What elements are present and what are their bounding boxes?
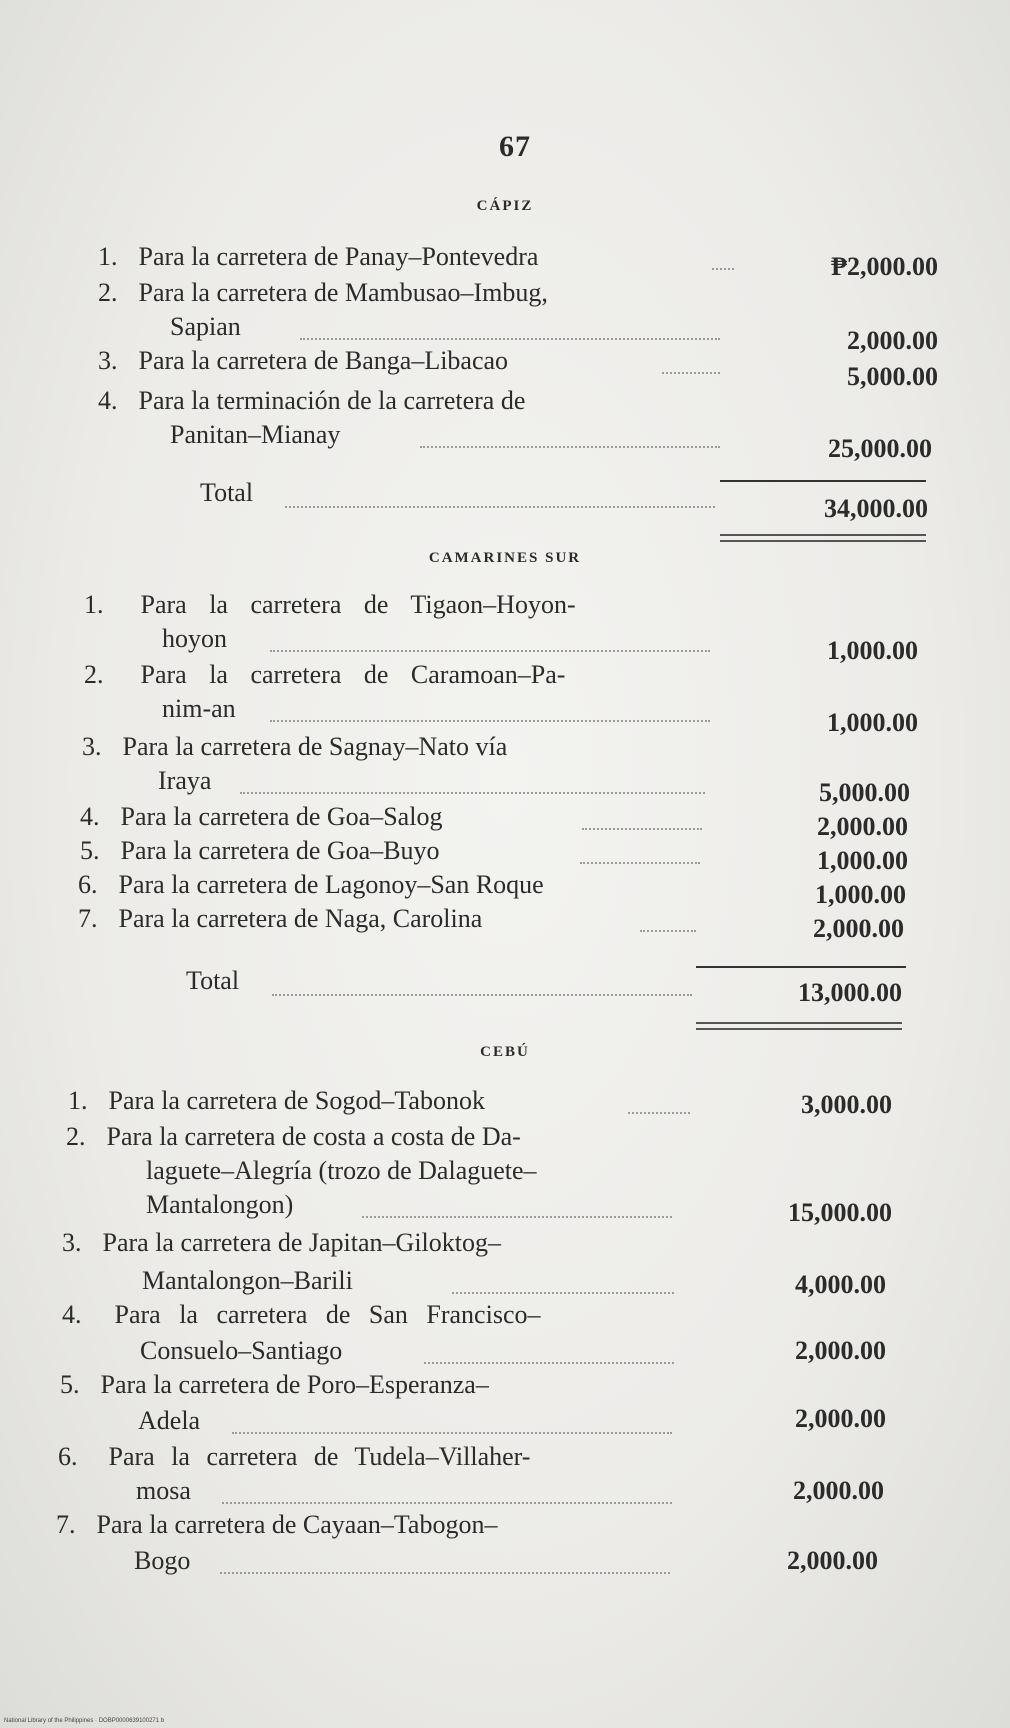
- item-text-continued: Adela: [138, 1406, 201, 1435]
- item-text: Para la carretera de Goa–Buyo: [120, 836, 440, 865]
- leader-dots: [270, 648, 710, 652]
- list-item: [82, 730, 507, 764]
- item-amount: 1,000.00: [827, 708, 918, 737]
- list-item: [80, 800, 442, 834]
- leader-dots: [424, 1360, 674, 1364]
- item-amount: 2,000.00: [795, 1336, 886, 1365]
- total-rule: [720, 480, 926, 482]
- item-text: Para la carretera de San Francisco–: [114, 1300, 541, 1329]
- leader-dots: [300, 336, 720, 340]
- item-amount: 2,000.00: [847, 326, 938, 355]
- item-amount: 1,000.00: [817, 846, 908, 875]
- list-item: [62, 1226, 501, 1260]
- item-text: Para la carretera de Tudela–Villaher-: [108, 1442, 531, 1471]
- item-number: 4.: [98, 386, 118, 415]
- leader-dots: [452, 1290, 674, 1294]
- item-text: Para la carretera de Panay–Pontevedra: [138, 242, 539, 271]
- leader-dots: [270, 718, 710, 722]
- section-title-cebu: CEBÚ: [480, 1044, 530, 1060]
- item-text: Para la terminación de la carretera de: [138, 386, 526, 415]
- item-text-continued: mosa: [136, 1476, 191, 1505]
- item-text: Para la carretera de Sagnay–Nato vía: [122, 732, 508, 761]
- item-text: Para la carretera de Sogod–Tabonok: [108, 1086, 485, 1115]
- section-title-capiz: CÁPIZ: [476, 198, 534, 214]
- list-item: [62, 1298, 540, 1332]
- list-item: [78, 902, 482, 936]
- item-text: Para la carretera de Poro–Esperanza–: [100, 1370, 489, 1399]
- item-amount: 25,000.00: [828, 434, 932, 463]
- leader-dots: [362, 1214, 672, 1218]
- list-item: [60, 1368, 489, 1402]
- total-amount: 13,000.00: [798, 978, 902, 1007]
- item-text: Para la carretera de Naga, Carolina: [118, 904, 483, 933]
- item-number: 3.: [98, 346, 118, 375]
- total-rule: [696, 966, 906, 968]
- item-text: Para la carretera de Tigaon–Hoyon-: [140, 590, 576, 619]
- leader-dots: [420, 444, 720, 448]
- section-title-camarines-sur: CAMARINES SUR: [428, 550, 582, 566]
- page-number: 67: [499, 130, 531, 163]
- item-number: 1.: [68, 1086, 88, 1115]
- item-amount: 2,000.00: [795, 1404, 886, 1433]
- item-number: 7.: [56, 1510, 76, 1539]
- leader-dots: [240, 790, 705, 794]
- item-amount: 15,000.00: [788, 1198, 892, 1227]
- item-amount: ₱2,000.00: [831, 252, 938, 281]
- item-text-continued: Mantalongon–Barili: [142, 1266, 353, 1295]
- item-number: 2.: [98, 278, 118, 307]
- item-text-continued: Consuelo–Santiago: [140, 1336, 343, 1365]
- item-text: Para la carretera de Goa–Salog: [120, 802, 443, 831]
- item-text-continued: Panitan–Mianay: [170, 420, 341, 449]
- item-text: Para la carretera de Banga–Libacao: [138, 346, 509, 375]
- item-number: 4.: [80, 802, 100, 831]
- double-rule: [720, 534, 926, 542]
- leader-dots: [628, 1110, 690, 1114]
- list-item: [98, 344, 508, 378]
- footer-credit: National Library of the Philippines · DOBP0000639100271 b: [4, 1718, 165, 1724]
- list-item: [98, 384, 525, 418]
- item-amount: 5,000.00: [819, 778, 910, 807]
- item-number: 3.: [62, 1228, 82, 1257]
- item-text-continued: hoyon: [162, 624, 227, 653]
- leader-dots: [582, 826, 702, 830]
- leader-dots: [580, 860, 700, 864]
- item-amount: 1,000.00: [827, 636, 918, 665]
- item-text-continued: Mantalongon): [146, 1190, 294, 1219]
- leader-dots: [222, 1500, 672, 1504]
- list-item: [98, 240, 538, 274]
- item-number: 7.: [78, 904, 98, 933]
- item-number: 5.: [80, 836, 100, 865]
- list-item: [84, 658, 565, 692]
- item-number: 3.: [82, 732, 102, 761]
- item-text-continued: Bogo: [134, 1546, 191, 1575]
- total-amount: 34,000.00: [824, 494, 928, 523]
- leader-dots: [640, 928, 696, 932]
- item-number: 6.: [78, 870, 98, 899]
- item-text: Para la carretera de Mambusao–Imbug,: [138, 278, 548, 307]
- leader-dots: [272, 992, 692, 996]
- item-number: 2.: [84, 660, 104, 689]
- item-text-continued: nim-an: [162, 694, 236, 723]
- item-number: 1.: [84, 590, 104, 619]
- total-label: Total: [200, 478, 254, 507]
- item-text: Para la carretera de Japitan–Giloktog–: [102, 1228, 501, 1257]
- list-item: [78, 868, 544, 902]
- item-amount: 2,000.00: [817, 812, 908, 841]
- list-item: [56, 1508, 497, 1542]
- double-rule: [696, 1022, 902, 1030]
- item-text-continued: Iraya: [158, 766, 212, 795]
- item-amount: 3,000.00: [801, 1090, 892, 1119]
- list-item: [80, 834, 440, 868]
- item-amount: 4,000.00: [795, 1270, 886, 1299]
- list-item: [66, 1120, 521, 1154]
- item-amount: 2,000.00: [793, 1476, 884, 1505]
- list-item: [58, 1440, 530, 1474]
- item-text-continued: Sapian: [170, 312, 241, 341]
- item-amount: 2,000.00: [813, 914, 904, 943]
- item-number: 6.: [58, 1442, 78, 1471]
- item-number: 2.: [66, 1122, 86, 1151]
- leader-dots: [662, 370, 720, 374]
- leader-dots: [712, 266, 734, 270]
- item-text: Para la carretera de costa a costa de Da-: [106, 1122, 521, 1151]
- item-text: Para la carretera de Cayaan–Tabogon–: [96, 1510, 498, 1539]
- item-text: Para la carretera de Lagonoy–San Roque: [118, 870, 544, 899]
- total-label: Total: [186, 966, 240, 995]
- item-amount: 1,000.00: [815, 880, 906, 909]
- list-item: [68, 1084, 485, 1118]
- item-text: Para la carretera de Caramoan–Pa-: [140, 660, 566, 689]
- item-number: 4.: [62, 1300, 82, 1329]
- list-item: [98, 276, 548, 310]
- leader-dots: [285, 504, 715, 508]
- leader-dots: [220, 1570, 670, 1574]
- item-amount: 2,000.00: [787, 1546, 878, 1575]
- leader-dots: [232, 1430, 672, 1434]
- item-text-continued: laguete–Alegría (trozo de Dalaguete–: [146, 1156, 537, 1185]
- item-number: 1.: [98, 242, 118, 271]
- item-number: 5.: [60, 1370, 80, 1399]
- list-item: [84, 588, 576, 622]
- item-amount: 5,000.00: [847, 362, 938, 391]
